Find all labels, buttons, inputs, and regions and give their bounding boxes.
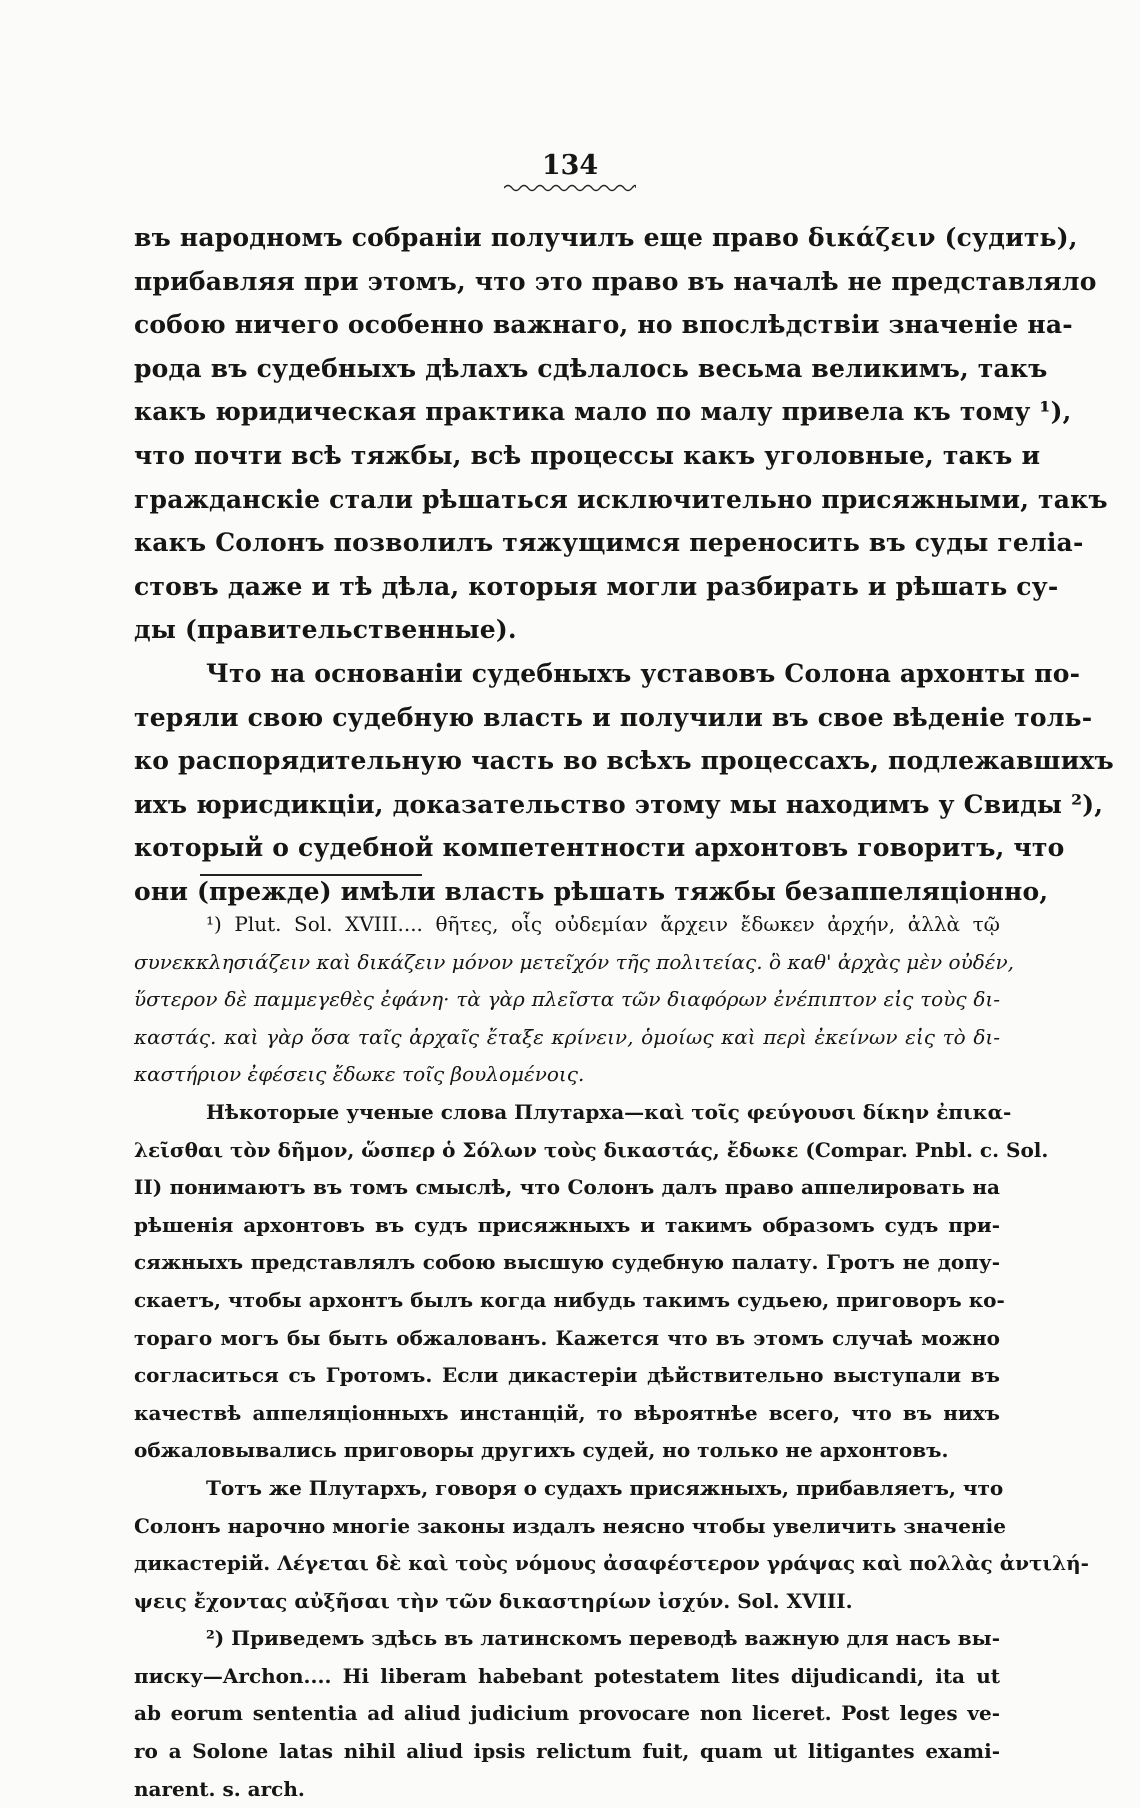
footnote-line: II) понимаютъ въ томъ смыслѣ, что Солонъ далъ право аппелировать на [134, 1175, 1000, 1200]
page-number: 134 [541, 150, 599, 181]
main-line: стовъ даже и тѣ дѣла, которыя могли разбирать и рѣшать су- [134, 571, 1059, 601]
main-line: въ народномъ собраніи получилъ еще право δικάζειν (судить), [134, 223, 1078, 252]
main-text [134, 216, 1114, 914]
footnote-line: скаетъ, чтобы архонтъ былъ когда нибудь такимъ судьею, приговоръ ко- [134, 1287, 1005, 1312]
footnote-line: καστήριον ἐφέσεις ἔδωκε τοῖς βουλομένοις. [134, 1062, 585, 1087]
main-line: прибавляя при этомъ, что это право въ началѣ не представляло [134, 266, 1097, 296]
main-line: какъ Солонъ позволилъ тяжущимся переносить въ суды геліа- [134, 528, 1084, 558]
footnote-line: тораго могъ бы быть обжалованъ. Кажется что въ этомъ случаѣ можно [134, 1325, 1000, 1350]
footnote-line: καστάς. καὶ γὰρ ὅσα ταῖς ἀρχαῖς ἔταξε κρίνειν, ὁμοίως καὶ περὶ ἐκείνων εἰς τὸ δι- [134, 1024, 1000, 1049]
main-line: ихъ юрисдикціи, доказательство этому мы находимъ у Свиды ²), [134, 789, 1104, 819]
footnote-line: Солонъ нарочно многіе законы издалъ неясно чтобы увеличить значеніе [134, 1513, 1006, 1538]
footnote-line: Тотъ же Плутархъ, говоря о судахъ присяжныхъ, прибавляетъ, что [206, 1475, 1004, 1500]
footnote-line: согласиться съ Гротомъ. Если дикастеріи дѣйствительно выступали въ [134, 1363, 1000, 1388]
main-line: Что на основаніи судебныхъ уставовъ Солона архонты по- [206, 658, 1081, 688]
footnote-line: качествѣ аппеляціонныхъ инстанцій, то вѣроятнѣе всего, что въ нихъ [134, 1400, 1000, 1425]
page-number-ornament [504, 183, 636, 193]
footnote-line: λεῖσθαι τὸν δῆμον, ὥσπερ ὁ Σόλων τοὺς δικαστάς, ἔδωκε (Compar. Pnbl. c. Sol. [134, 1137, 1049, 1162]
footnotes [134, 906, 1089, 1808]
footnote-line: narent. s. arch. [134, 1776, 305, 1801]
footnote-line: ab eorum sententia ad aliud judicium provocare non liceret. Post leges ve- [134, 1701, 1000, 1726]
main-line: который о судебной компетентности архонтовъ говоритъ, что [134, 833, 1065, 863]
footnote-line: обжаловывались приговоры другихъ судей, но только не архонтовъ. [134, 1438, 949, 1463]
footnote-line: ¹) Plut. Sol. XVIII.... θῆτες, οἷς οὐδεμίαν ἄρχειν ἔδωκεν ἀρχήν, ἀλλὰ τῷ [206, 912, 1000, 936]
footnote-line: ψεις ἔχοντας αὐξῆσαι τὴν τῶν δικαστηρίων ἰσχύν. Sol. XVIII. [134, 1588, 853, 1613]
footnote-separator [200, 874, 422, 876]
footnote-line: ὕστερον δὲ παμμεγεθὲς ἐφάνη· τὰ γὰρ πλεῖστα τῶν διαφόρων ἐνέπιπτον εἰς τοὺς δι- [134, 987, 1000, 1012]
footnote-line: дикастерій. Λέγεται δὲ καὶ τοὺς νόμους ἀσαφέστερον γράψας καὶ πολλὰς ἀντιλή- [134, 1551, 1089, 1576]
main-line: ды (правительственные). [134, 615, 517, 645]
footnote-line: рѣшенія архонтовъ въ судъ присяжныхъ и такимъ образомъ судъ при- [134, 1212, 1000, 1237]
main-line: ко распорядительную часть во всѣхъ процессахъ, подлежавшихъ [134, 746, 1114, 776]
footnote-line: сяжныхъ представлялъ собою высшую судебную палату. Гротъ не допу- [134, 1250, 1000, 1275]
footnote-line: συνεκκλησιάζειν καὶ δικάζειν μόνον μετεῖχόν τῆς πολιτείας. ὃ καθ' ἀρχὰς μὲν οὐδέν, [134, 949, 1015, 974]
main-line: рода въ судебныхъ дѣлахъ сдѣлалось весьма великимъ, такъ [134, 353, 1048, 383]
footnote-line: ²) Приведемъ здѣсь въ латинскомъ переводѣ важную для насъ вы- [206, 1626, 1001, 1651]
main-line: гражданскіе стали рѣшаться исключительно присяжными, такъ [134, 484, 1108, 514]
main-line: какъ юридическая практика мало по малу привела къ тому ¹), [134, 397, 1072, 427]
main-line: они (прежде) имѣли власть рѣшать тяжбы безаппеляціонно, [134, 876, 1049, 906]
footnote-line: писку—Archon.... Hi liberam habebant potestatem lites dijudicandi, ita ut [134, 1663, 1000, 1688]
main-line: что почти всѣ тяжбы, всѣ процессы какъ уголовные, такъ и [134, 440, 1041, 470]
footnote-line: Нѣкоторые ученые слова Плутарха—καὶ τοῖς φεύγουσι δίκην ἐπικα- [206, 1099, 1012, 1124]
main-line: собою ничего особенно важнаго, но впослѣдствіи значеніе на- [134, 310, 1073, 340]
main-line: теряли свою судебную власть и получили въ свое вѣденіе толь- [134, 702, 1093, 732]
footnote-line: ro a Solone latas nihil aliud ipsis relictum fuit, quam ut litigantes exami- [134, 1739, 1000, 1764]
